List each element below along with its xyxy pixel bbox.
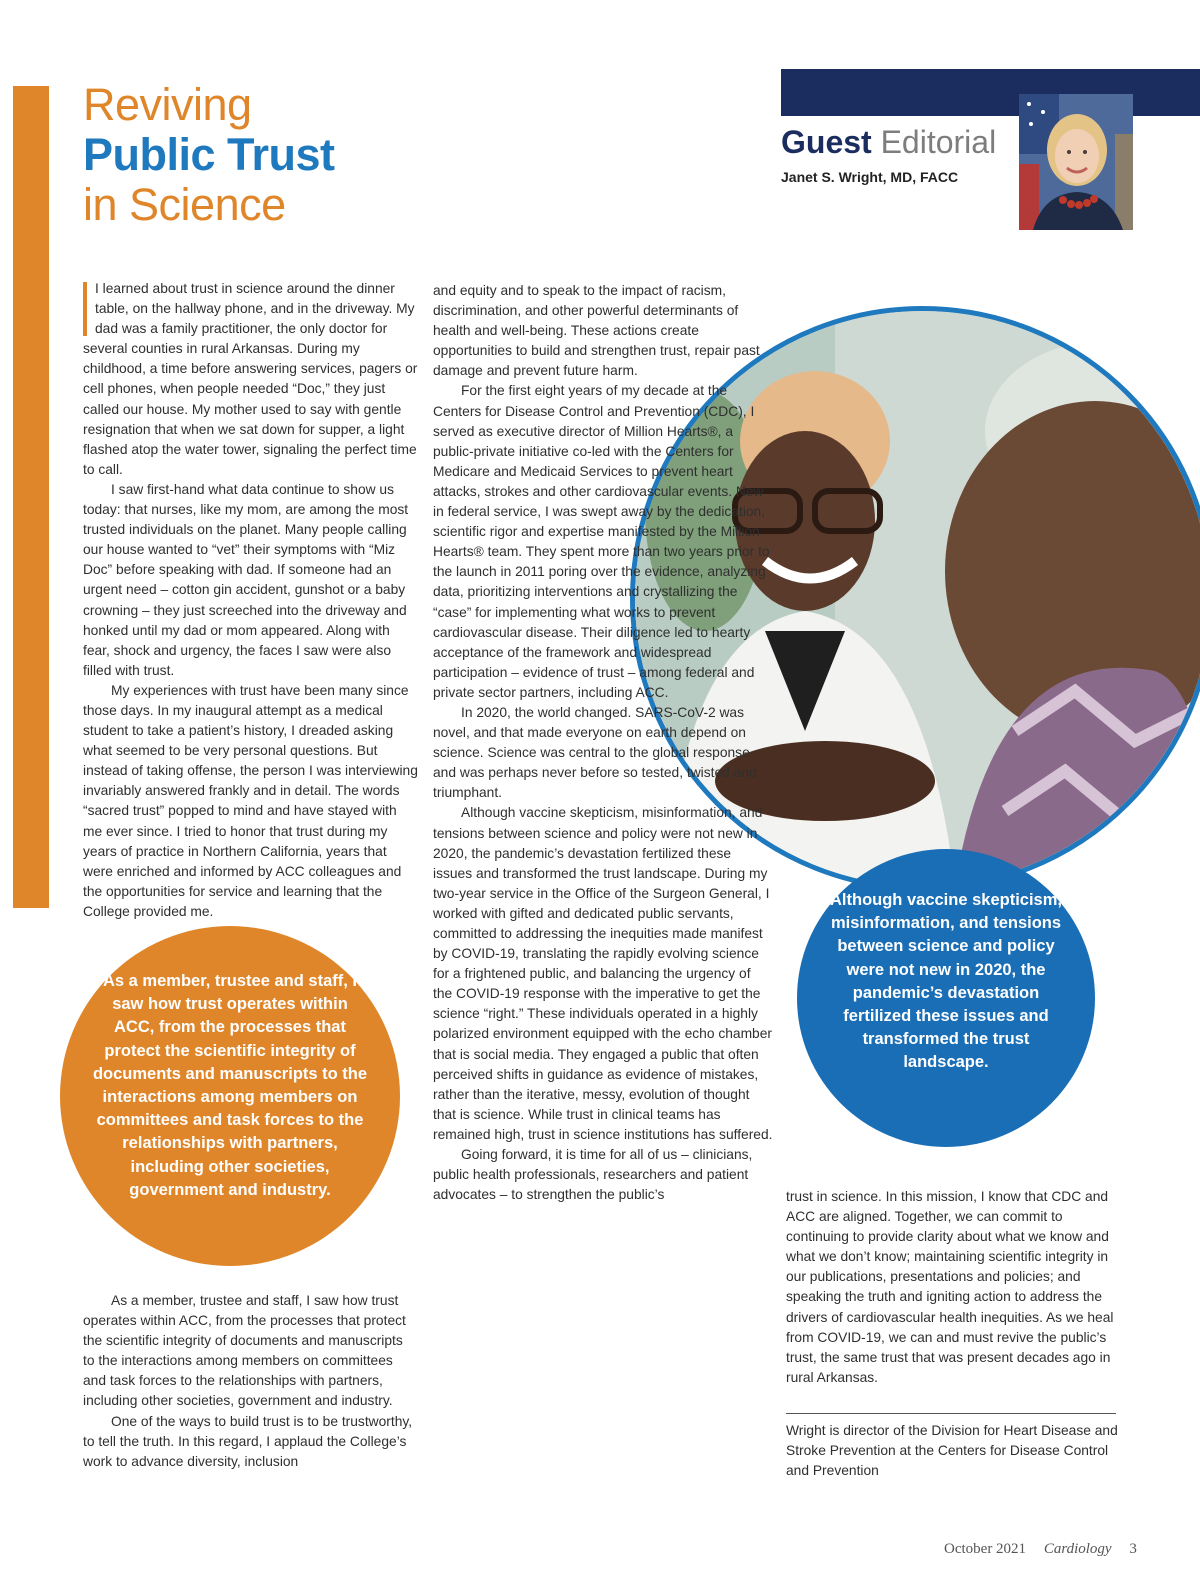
magazine-name: Cardiology — [1043, 1541, 1112, 1557]
accent-bar-navy — [781, 69, 1200, 116]
issue-date: October 2021 — [944, 1541, 1027, 1557]
divider — [786, 1413, 1116, 1414]
paragraph: Although vaccine skepticism, misinformation, and tensions between science and policy were not new in 2020, the pandemic’s devastation fertilized these issues and transformed the trust landscape. During my two-year service in the Office of the Surgeon General, I worked with gifted and dedicated public servants, committed to addressing the inequities made manifest by COVID-19, translating the rapidly evolving science for a frightened public, and balancing the urgency of the COVID-19 response with the imperative to get the science “right.” These individuals operated in a highly polarized environment equipped with the echo chamber that is social media. They engaged a public that often perceived shifts in guidance as evidence of mistakes, rather than the iterative, messy, evolution of thought that is science. While trust in clinical teams has remained high, trust in science institutions has suffered. — [433, 805, 773, 1142]
author-bio: Wright is director of the Division for Heart Disease and Stroke Prevention at the Centers for Disease Control and Prevention — [786, 1423, 1118, 1479]
paragraph: As a member, trustee and staff, I saw how trust operates within ACC, from the processes that protect the scientific integrity of documents and manuscripts to the interactions among members on committees and task forces to the relationships with partners, including other societies, government and industry. — [83, 1293, 406, 1409]
title-line-1: Reviving — [83, 79, 252, 130]
paragraph: My experiences with trust have been many since those days. In my inaugural attempt as a medical student to take a patient’s history, I dreaded asking what seemed to be very personal questions. But instead of taking offense, the person I was interviewing invariably answered frankly and in detail. The words “sacred trust” popped to mind and have stayed with me ever since. I tried to honor that trust during my years of practice in Northern California, years that were enriched and informed by ACC colleagues and the opportunities for service and learning that the College provided me. — [83, 682, 418, 919]
pull-quote-orange: As a member, trustee and staff, I saw how trust operates within ACC, from the processes that protect the scientific integrity of documents and manuscripts to the interactions among members on committees and task forces to the relationships with partners, including other societies, government and industry. — [60, 926, 400, 1266]
paragraph: For the first eight years of my decade at the Centers for Disease Control and Prevention (CDC), I served as executive director of Million Hearts®, a public-private initiative co-led with the Centers for Medicare and Medicaid Services to prevent heart attacks, strokes and other cardiovascular events. New in federal service, I was swept away by the dedication, scientific rigor and expertise manifested by the Million Hearts® team. They spent more than two years prior to the launch in 2011 poring over the evidence, analyzing data, prioritizing interventions and crystallizing the “case” for implementing what works to prevent cardiovascular disease. Their diligence led to hearty acceptance of the framework and widespread participation – evidence of trust – among federal and private sector partners, including ACC. — [433, 383, 770, 700]
paragraph: Going forward, it is time for all of us – clinicians, public health professionals, researchers and patient advocates – to strengthen the public’s — [433, 1147, 753, 1203]
paragraph: and equity and to speak to the impact of racism, discrimination, and other powerful determinants of health and well-being. These actions create opportunities to build and strengthen trust, repair past damage and prevent future harm. — [433, 283, 760, 379]
editorial-label: Editorial — [880, 124, 997, 160]
page-number: 3 — [1129, 1541, 1137, 1557]
paragraph: In 2020, the world changed. SARS-CoV-2 was novel, and that made everyone on earth depend on science. Science was central to the global response and was perhaps never before so tested, twisted and triumphant. — [433, 704, 757, 801]
author-byline: Janet S. Wright, MD, FACC — [781, 169, 959, 185]
title-line-3: in Science — [83, 179, 286, 230]
paragraph: I saw first-hand what data continue to show us today: that nurses, like my mom, are among the most trusted individuals on the planet. Many people calling our house wanted to “vet” their symptoms with “Miz Doc” before speaking with dad. If someone had an urgent need – cotton gin accident, gunshot or a baby crowning – they just screeched into the driveway and honked until my dad or mom appeared. Along with fear, shock and urgency, the faces I saw were also filled with trust. — [83, 481, 409, 678]
paragraph: trust in science. In this mission, I know that CDC and ACC are aligned. Together, we can commit to continuing to provide clarity about what we know and what we don’t know; maintaining scientific integrity in our publications, presentations and policies; and speaking the truth and igniting action to address the drivers of cardiovascular health inequities. As we heal from COVID-19, we can and must revive the public’s trust, the same trust that was present decades ago in rural Arkansas. — [786, 1189, 1114, 1385]
title-line-2: Public Trust — [83, 129, 335, 180]
pull-quote-blue: Although vaccine skepticism, misinformation, and tensions between science and policy were not new in 2020, the pandemic’s devastation fertilized these issues and transformed the trust landscape. — [797, 849, 1095, 1147]
body-column-3 — [786, 1187, 1116, 1388]
paragraph: One of the ways to build trust is to be trustworthy, to tell the truth. In this regard, I applaud the College’s work to advance diversity, inclusion — [83, 1413, 413, 1469]
section-label — [781, 122, 996, 162]
paragraph: I learned about trust in science around the dinner table, on the hallway phone, and in the driveway. My dad was a family practitioner, the only doctor for several counties in rural Arkansas. During my childhood, a time before answering services, pagers or cell phones, when people needed “Doc,” they just called our house. My mother used to say with gentle resignation that when we sat down for supper, a light flashed atop the water tower, signaling the perfect time to call. — [83, 281, 418, 477]
guest-label: Guest — [781, 124, 872, 160]
body-column-1-continued — [83, 1291, 418, 1472]
article-title — [83, 80, 335, 230]
accent-bar-orange — [13, 86, 49, 908]
author-photo — [1019, 94, 1133, 230]
drop-cap-bar — [83, 282, 87, 336]
page-footer — [944, 1541, 1137, 1558]
body-column-2 — [433, 281, 773, 1205]
body-column-1 — [83, 279, 418, 922]
